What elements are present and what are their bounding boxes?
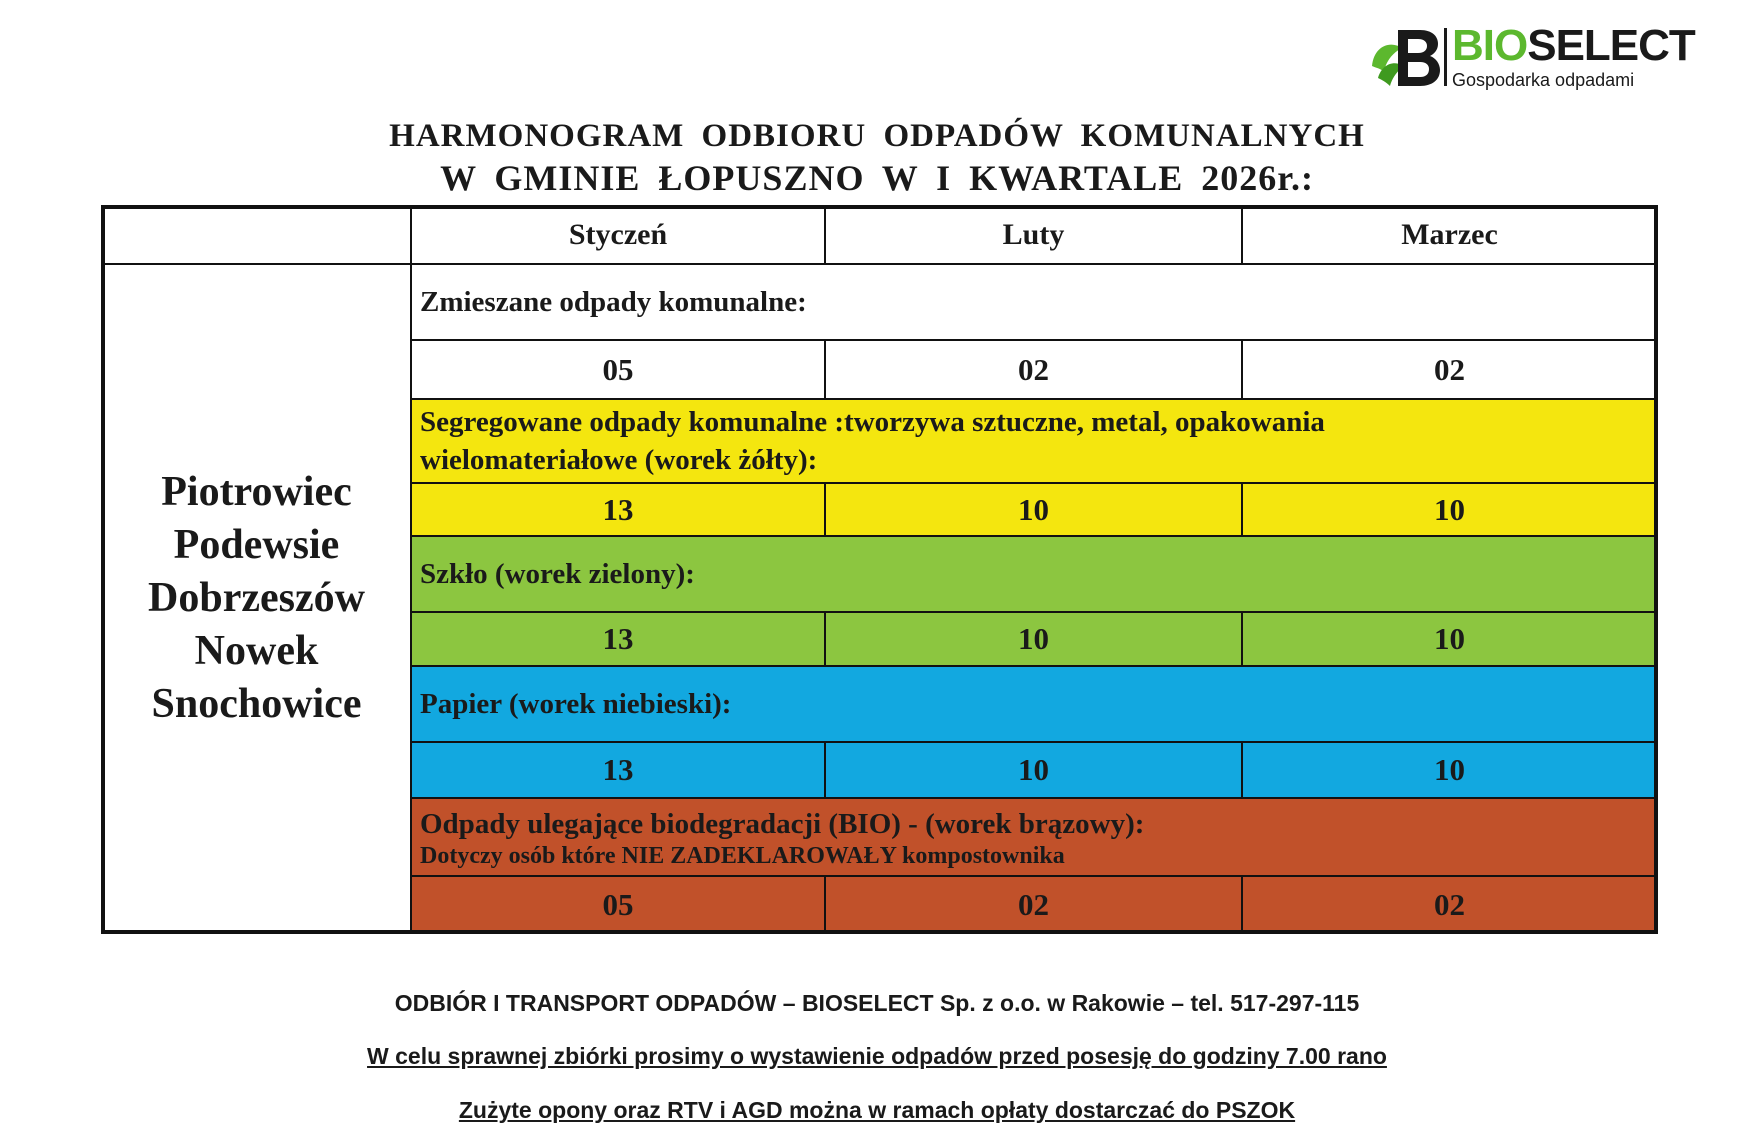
header-empty-cell bbox=[101, 205, 412, 265]
schedule-table bbox=[101, 205, 1658, 934]
leaf-b-logo-icon bbox=[1368, 26, 1444, 90]
village-name: Snochowice bbox=[151, 681, 362, 727]
date-cell: 05 bbox=[410, 339, 826, 400]
date-cell: 02 bbox=[1241, 339, 1658, 400]
footer-pszok-info: Zużyte opony oraz RTV i AGD można w ramach opłaty dostarczać do PSZOK bbox=[458, 1097, 1296, 1123]
village-name: Podewsie bbox=[173, 522, 340, 568]
logo-tagline: Gospodarka odpadami bbox=[1452, 70, 1635, 90]
month-header: Marzec bbox=[1241, 205, 1658, 265]
category-label: Odpady ulegające biodegradacji (BIO) - (worek brązowy): bbox=[420, 808, 1145, 840]
date-cell: 13 bbox=[410, 741, 826, 799]
category-glass bbox=[410, 535, 1658, 613]
date-cell: 05 bbox=[410, 875, 826, 934]
category-mixed-waste bbox=[410, 263, 1658, 341]
category-label: Papier (worek niebieski): bbox=[420, 688, 732, 720]
logo-brand: BIOSELECT bbox=[1452, 21, 1695, 70]
footer-contact: ODBIÓR I TRANSPORT ODPADÓW – BIOSELECT Sp. z o.o. w Rakowie – tel. 517-297-115 bbox=[394, 990, 1360, 1016]
footer-notice: W celu sprawnej zbiórki prosimy o wystawienie odpadów przed posesję do godziny 7.00 rano bbox=[367, 1043, 1387, 1069]
date-cell: 10 bbox=[824, 741, 1243, 799]
category-paper bbox=[410, 665, 1658, 743]
category-sublabel: Dotyczy osób które NIE ZADEKLAROWAŁY kompostownika bbox=[420, 843, 1065, 869]
company-logo bbox=[1368, 21, 1695, 92]
date-cell: 10 bbox=[1241, 611, 1658, 667]
category-bio-waste bbox=[410, 797, 1658, 877]
date-cell: 10 bbox=[1241, 482, 1658, 537]
village-name: Piotrowiec bbox=[161, 469, 352, 515]
page-title-line1: HARMONOGRAM ODBIORU ODPADÓW KOMUNALNYCH bbox=[389, 118, 1365, 154]
category-label: Segregowane odpady komunalne :tworzywa sztuczne, metal, opakowania bbox=[420, 406, 1325, 438]
date-cell: 10 bbox=[1241, 741, 1658, 799]
date-cell: 02 bbox=[824, 875, 1243, 934]
logo-divider bbox=[1444, 28, 1447, 86]
category-label: Szkło (worek zielony): bbox=[420, 558, 695, 590]
date-cell: 10 bbox=[824, 482, 1243, 537]
month-header: Luty bbox=[824, 205, 1243, 265]
page-title-line2: W GMINIE ŁOPUSZNO W I KWARTALE 2026r.: bbox=[440, 158, 1314, 198]
month-header: Styczeń bbox=[410, 205, 826, 265]
date-cell: 02 bbox=[1241, 875, 1658, 934]
date-cell: 13 bbox=[410, 482, 826, 537]
category-segregated-waste bbox=[410, 398, 1658, 484]
village-name: Dobrzeszów bbox=[148, 575, 365, 621]
category-label: Zmieszane odpady komunalne: bbox=[420, 286, 807, 318]
category-label: wielomateriałowe (worek żółty): bbox=[420, 444, 818, 476]
village-name: Nowek bbox=[194, 628, 319, 674]
date-cell: 10 bbox=[824, 611, 1243, 667]
date-cell: 13 bbox=[410, 611, 826, 667]
villages-cell bbox=[101, 263, 412, 934]
date-cell: 02 bbox=[824, 339, 1243, 400]
